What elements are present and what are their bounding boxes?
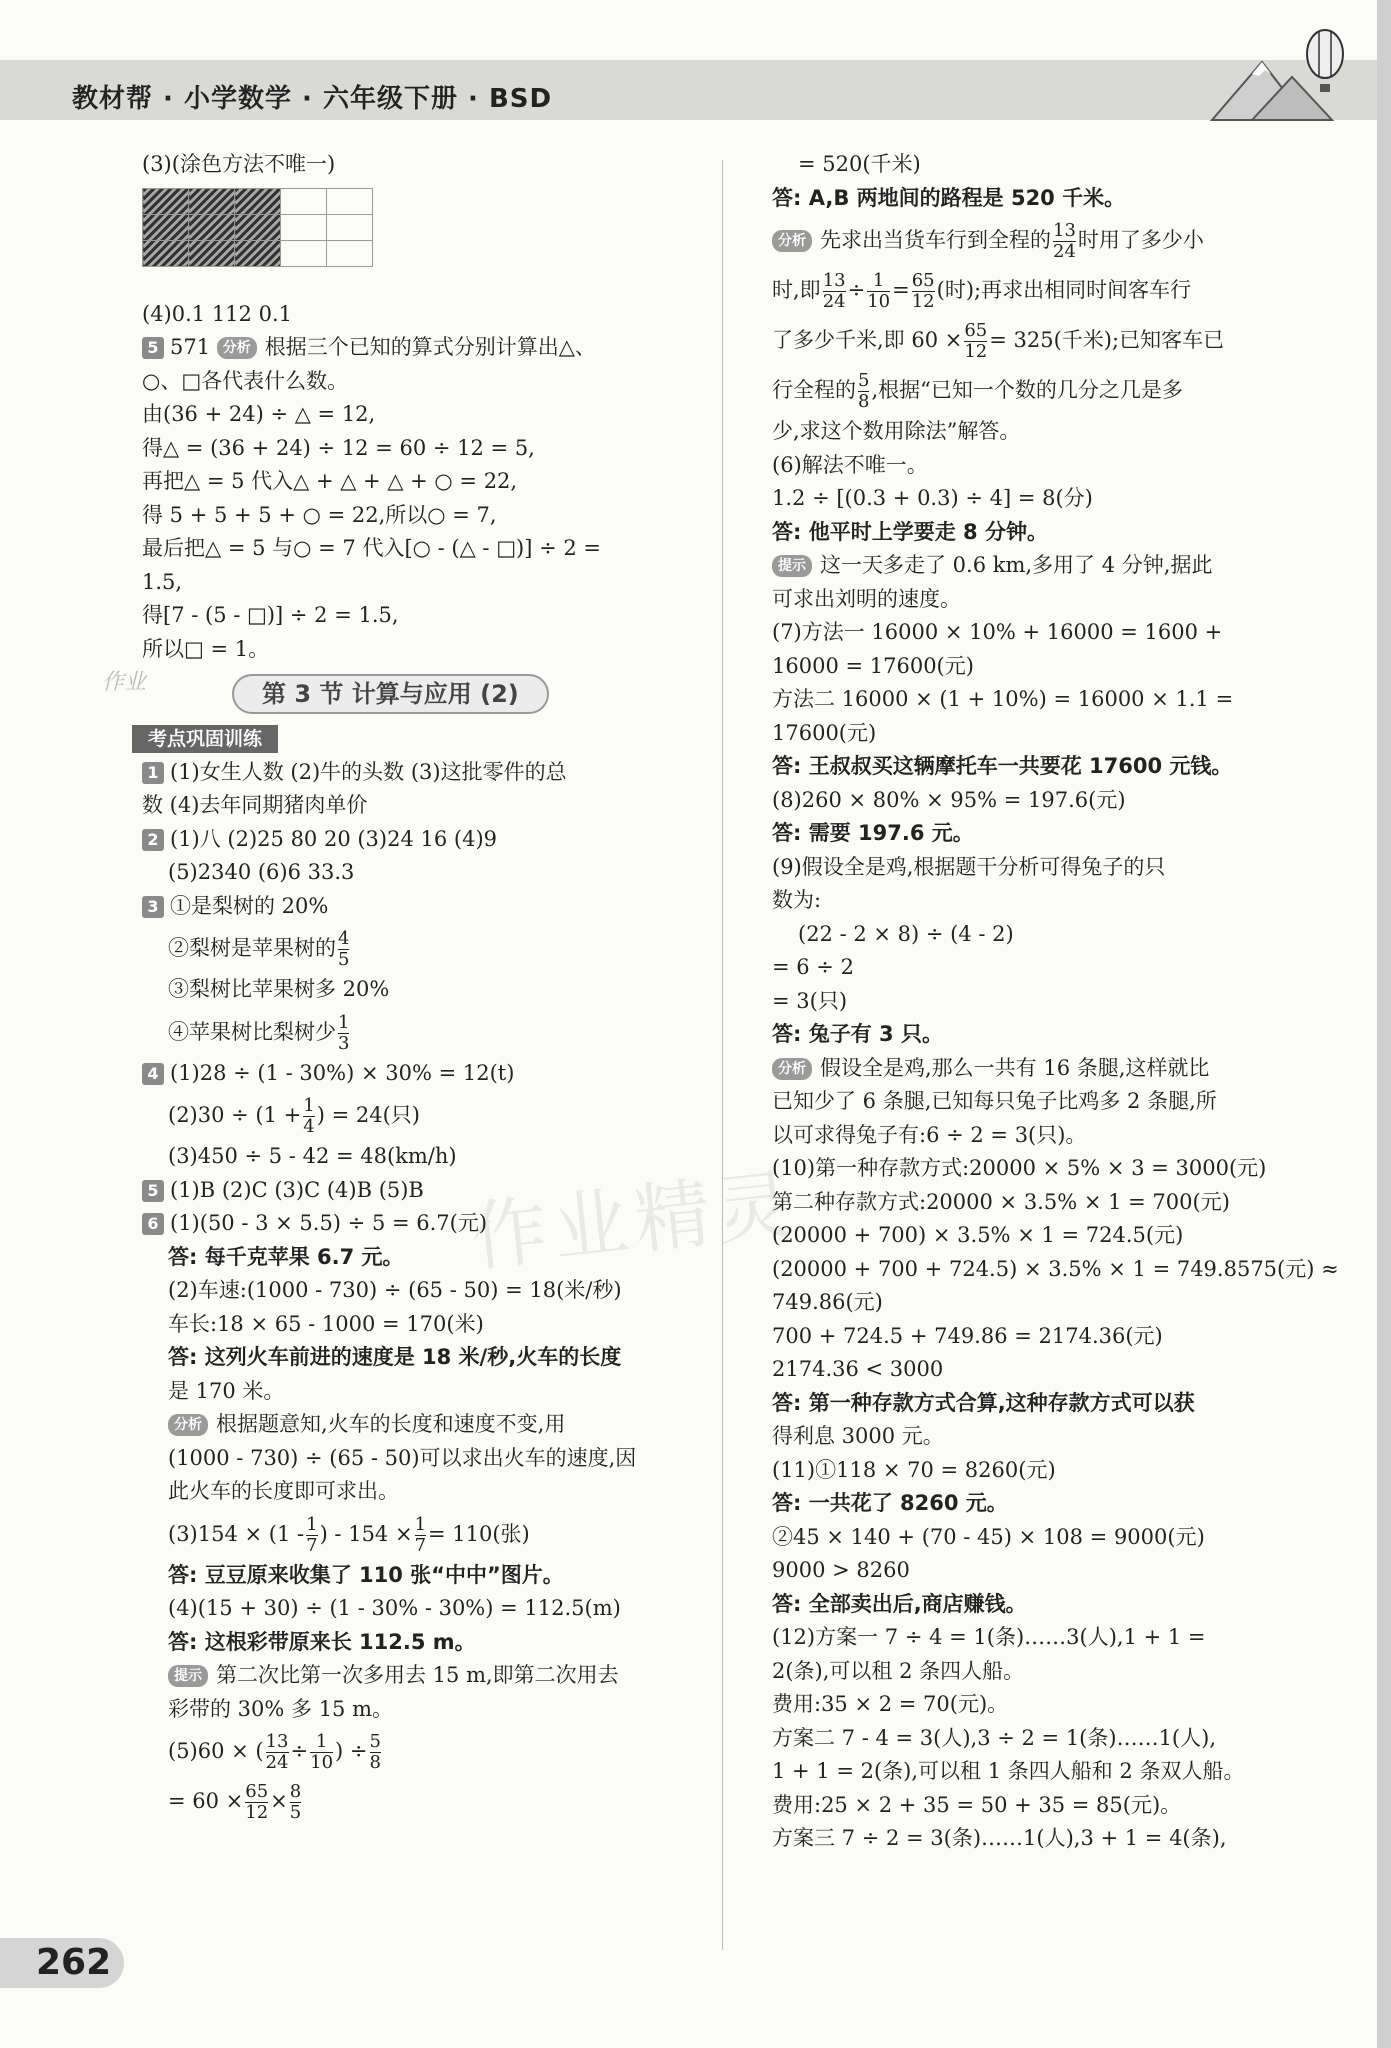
answer-line: 9000 > 8260: [772, 1558, 910, 1582]
fraction: $\frac{1}{4}$: [303, 1095, 315, 1137]
answer-line: 答: 每千克苹果 6.7 元。: [168, 1244, 404, 1269]
answer-line: 749.86(元): [772, 1290, 883, 1314]
answer-line: (10)第一种存款方式:20000 × 5% × 3 = 3000(元): [772, 1156, 1267, 1180]
right-column: [772, 148, 1339, 1856]
answer-line: ④苹果树比梨树少 $\frac{1}{3}$: [168, 1011, 350, 1054]
answer-line: 是 170 米。: [168, 1378, 285, 1403]
answer-line: = 3(只): [772, 988, 848, 1013]
answer-line: (11)①118 × 70 = 8260(元): [772, 1457, 1056, 1482]
item-5: 5 (1)B (2)C (3)C (4)B (5)B: [142, 1174, 702, 1208]
answer-line: ○、□各代表什么数。: [142, 368, 349, 393]
answer-line: 答: 他平时上学要走 8 分钟。: [772, 519, 1048, 544]
fraction: $\frac{13}{24}$: [265, 1731, 289, 1773]
answer-line: 得[7 - (5 - □)] ÷ 2 = 1.5,: [142, 603, 399, 627]
answer-line: 时,即 $\frac{13}{24}$ ÷ $\frac{1}{10}$ = $\frac{65}{12}$ (时);再求出相同时间客车行: [772, 270, 1192, 312]
fraction: $\frac{1}{10}$: [310, 1731, 334, 1773]
column-divider: [722, 160, 723, 1950]
homework-stamp: 作业: [102, 670, 147, 695]
shaded-grid: [142, 188, 373, 267]
answer-line: 1.5,: [142, 569, 183, 594]
item-2: 2 (1)八 (2)25 80 20 (3)24 16 (4)9: [142, 823, 702, 857]
answer-line: = 520(千米): [798, 152, 921, 176]
answer-line: 1 + 1 = 2(条),可以租 1 条四人船和 2 条双人船。: [772, 1759, 1245, 1783]
answer-line: (1000 - 730) ÷ (65 - 50)可以求出火车的速度,因: [168, 1445, 637, 1470]
answer-line: 17600(元): [772, 720, 877, 745]
fraction: $\frac{8}{5}$: [289, 1781, 302, 1823]
answer-line: (9)假设全是鸡,根据题干分析可得兔子的只: [772, 854, 1166, 879]
analysis-line: 分析 假设全是鸡,那么一共有 16 条腿,这样就比: [772, 1052, 1312, 1086]
answer-line: 最后把△ = 5 与○ = 7 代入[○ - (△ - □)] ÷ 2 =: [142, 536, 601, 560]
answer-line: (2)车速:(1000 - 730) ÷ (65 - 50) = 18(米/秒): [168, 1278, 622, 1302]
answer-line: 答: 第一种存款方式合算,这种存款方式可以获: [772, 1390, 1195, 1415]
section-heading: [102, 666, 702, 722]
answer-line: 以可求得兔子有:6 ÷ 2 = 3(只)。: [772, 1122, 1087, 1147]
training-banner: 考点巩固训练: [132, 725, 278, 753]
fraction: $\frac{1}{7}$: [414, 1513, 427, 1556]
answer-line: (4)0.1 112 0.1: [142, 301, 292, 326]
watermark: 作业精灵: [466, 1159, 803, 1282]
answer-line: 得 5 + 5 + 5 + ○ = 22,所以○ = 7,: [142, 502, 497, 527]
answer-line: ②梨树是苹果树的 $\frac{4}{5}$: [168, 928, 350, 970]
answer-line: 由(36 + 24) ÷ △ = 12,: [142, 402, 376, 426]
question-number: 5: [142, 337, 164, 359]
answer-line: (22 - 2 × 8) ÷ (4 - 2): [798, 921, 1014, 946]
analysis-tag: 分析: [217, 337, 257, 359]
answer-line: 得△ = (36 + 24) ÷ 12 = 60 ÷ 12 = 5,: [142, 435, 535, 460]
fraction: $\frac{65}{12}$: [245, 1781, 269, 1823]
analysis-line: 分析 先求出当货车行到全程的 $\frac{13}{24}$ 时用了多少小: [772, 215, 1312, 265]
answer-line: 答: 一共花了 8260 元。: [772, 1491, 1008, 1515]
answer-line: 行全程的 $\frac{5}{8}$ ,根据“已知一个数的几分之几是多: [772, 370, 1183, 412]
answer-line: 费用:25 × 2 + 35 = 50 + 35 = 85(元)。: [772, 1792, 1182, 1817]
answer-line: 2(条),可以租 2 条四人船。: [772, 1658, 1025, 1683]
answer-line: = 6 ÷ 2: [772, 955, 854, 979]
fraction: $\frac{5}{8}$: [858, 370, 870, 412]
answer-line: 数 (4)去年同期猪肉单价: [142, 793, 368, 817]
answer-line: 答: 需要 197.6 元。: [772, 821, 974, 845]
mountain-balloon-icon: [1207, 22, 1357, 122]
answer-line: 方案三 7 ÷ 2 = 3(条)……1(人),3 + 1 = 4(条),: [772, 1826, 1227, 1850]
answer-line: 答: 豆豆原来收集了 110 张“中中”图片。: [168, 1562, 564, 1587]
answer-line: 数为:: [772, 888, 822, 912]
answer-line: 第二种存款方式:20000 × 3.5% × 1 = 700(元): [772, 1189, 1230, 1214]
fraction: $\frac{65}{12}$: [911, 270, 935, 312]
answer-line: 所以□ = 1。: [142, 636, 270, 661]
answer-line: 得利息 3000 元。: [772, 1424, 944, 1448]
answer-line: 了多少千米,即 60 × $\frac{65}{12}$ = 325(千米);已知客车已: [772, 320, 1225, 362]
answer-line: (7)方法一 16000 × 10% + 16000 = 1600 +: [772, 620, 1223, 644]
answer-line: 16000 = 17600(元): [772, 653, 974, 678]
answer-line: ③梨树比苹果树多 20%: [168, 977, 390, 1001]
shaded-grid-figure: [142, 182, 702, 298]
answer-line: (3)154 × (1 - $\frac{1}{7}$ ) - 154 × $\frac{1}{7}$ = 110(张): [168, 1513, 530, 1556]
training-banner-row: [142, 722, 702, 756]
answer-line: 此火车的长度即可求出。: [168, 1479, 399, 1503]
fraction: $\frac{5}{8}$: [369, 1731, 381, 1773]
item-6: 6 (1)(50 - 3 × 5.5) ÷ 5 = 6.7(元): [142, 1207, 702, 1241]
analysis-line: 分析 根据题意知,火车的长度和速度不变,用: [142, 1408, 702, 1442]
answer-line: (20000 + 700) × 3.5% × 1 = 724.5(元): [772, 1223, 1184, 1247]
answer-line: 答: 全部卖出后,商店赚钱。: [772, 1591, 1027, 1616]
hint-line: 提示 这一天多走了 0.6 km,多用了 4 分钟,据此: [772, 549, 1312, 583]
answer-line: 700 + 724.5 + 749.86 = 2174.36(元): [772, 1323, 1163, 1348]
fraction: $\frac{65}{12}$: [964, 320, 988, 362]
answer-line: 2174.36 < 3000: [772, 1357, 944, 1381]
question-5: 5 571 分析 根据三个已知的算式分别计算出△、: [142, 331, 702, 365]
answer-line: 已知少了 6 条腿,已知每只兔子比鸡多 2 条腿,所: [772, 1089, 1217, 1113]
answer-line: 答: 兔子有 3 只。: [772, 1022, 943, 1046]
answer-line: = 60 × $\frac{65}{12}$ × $\frac{8}{5}$: [168, 1781, 302, 1823]
answer-line: (8)260 × 80% × 95% = 197.6(元): [772, 787, 1126, 812]
answer-line: 方案二 7 - 4 = 3(人),3 ÷ 2 = 1(条)……1(人),: [772, 1725, 1216, 1750]
fraction: $\frac{13}{24}$: [822, 270, 846, 312]
answer-line: 少,求这个数用除法”解答。: [772, 419, 1021, 443]
answer-line: 答: A,B 两地间的路程是 520 千米。: [772, 185, 1126, 210]
answer-line: 再把△ = 5 代入△ + △ + △ + ○ = 22,: [142, 469, 518, 493]
hint-line: 提示 第二次比第一次多用去 15 m,即第二次用去: [142, 1659, 702, 1693]
page-number: 262: [0, 1938, 124, 1988]
answer-line: (4)(15 + 30) ÷ (1 - 30% - 30%) = 112.5(m): [168, 1596, 621, 1620]
item-1: 1 (1)女生人数 (2)牛的头数 (3)这批零件的总: [142, 756, 702, 790]
answer-line: (6)解法不唯一。: [772, 452, 928, 477]
answer-line: (12)方案一 7 ÷ 4 = 1(条)……3(人),1 + 1 =: [772, 1625, 1206, 1649]
answer-line: 费用:35 × 2 = 70(元)。: [772, 1692, 1009, 1716]
page-header: [0, 0, 1377, 128]
answer-line: 彩带的 30% 多 15 m。: [168, 1696, 394, 1721]
fraction: $\frac{4}{5}$: [338, 928, 350, 970]
answer-line: 车长:18 × 65 - 1000 = 170(米): [168, 1311, 484, 1336]
answer-line: 答: 这根彩带原来长 112.5 m。: [168, 1629, 476, 1654]
page-edge: [1377, 0, 1391, 2048]
item-3: 3 ①是梨树的 20%: [142, 890, 702, 924]
fraction: $\frac{13}{24}$: [1053, 220, 1076, 262]
answer-line: 1.2 ÷ [(0.3 + 0.3) ÷ 4] = 8(分): [772, 486, 1093, 510]
fraction: $\frac{1}{3}$: [338, 1011, 350, 1054]
answer-line: (3)(涂色方法不唯一): [142, 152, 336, 176]
answer-line: 方法二 16000 × (1 + 10%) = 16000 × 1.1 =: [772, 687, 1234, 711]
book-title: 教材帮 · 小学数学 · 六年级下册 · BSD: [72, 84, 553, 114]
answer-line: (20000 + 700 + 724.5) × 3.5% × 1 = 749.8575(元) ≈: [772, 1256, 1339, 1281]
answer-line: 答: 王叔叔买这辆摩托车一共要花 17600 元钱。: [772, 754, 1233, 778]
left-column: [102, 148, 702, 1826]
answer-line: (3)450 ÷ 5 - 42 = 48(km/h): [168, 1144, 457, 1168]
answer-line: (5)60 × ( $\frac{13}{24}$ ÷ $\frac{1}{10}$ ) ÷ $\frac{5}{8}$: [168, 1731, 381, 1773]
answer-line: 可求出刘明的速度。: [772, 586, 961, 611]
answer-line: ②45 × 140 + (70 - 45) × 108 = 9000(元): [772, 1524, 1205, 1549]
item-4: 4 (1)28 ÷ (1 - 30%) × 30% = 12(t): [142, 1057, 702, 1091]
answer-line: 答: 这列火车前进的速度是 18 米/秒,火车的长度: [168, 1345, 622, 1369]
answer-line: (5)2340 (6)6 33.3: [168, 860, 355, 884]
fraction: $\frac{1}{10}$: [867, 270, 891, 312]
fraction: $\frac{1}{7}$: [306, 1513, 318, 1556]
answer-line: (2)30 ÷ (1 + $\frac{1}{4}$ ) = 24(只): [168, 1095, 420, 1137]
section-title: 第 3 节 计算与应用 (2): [232, 674, 549, 714]
